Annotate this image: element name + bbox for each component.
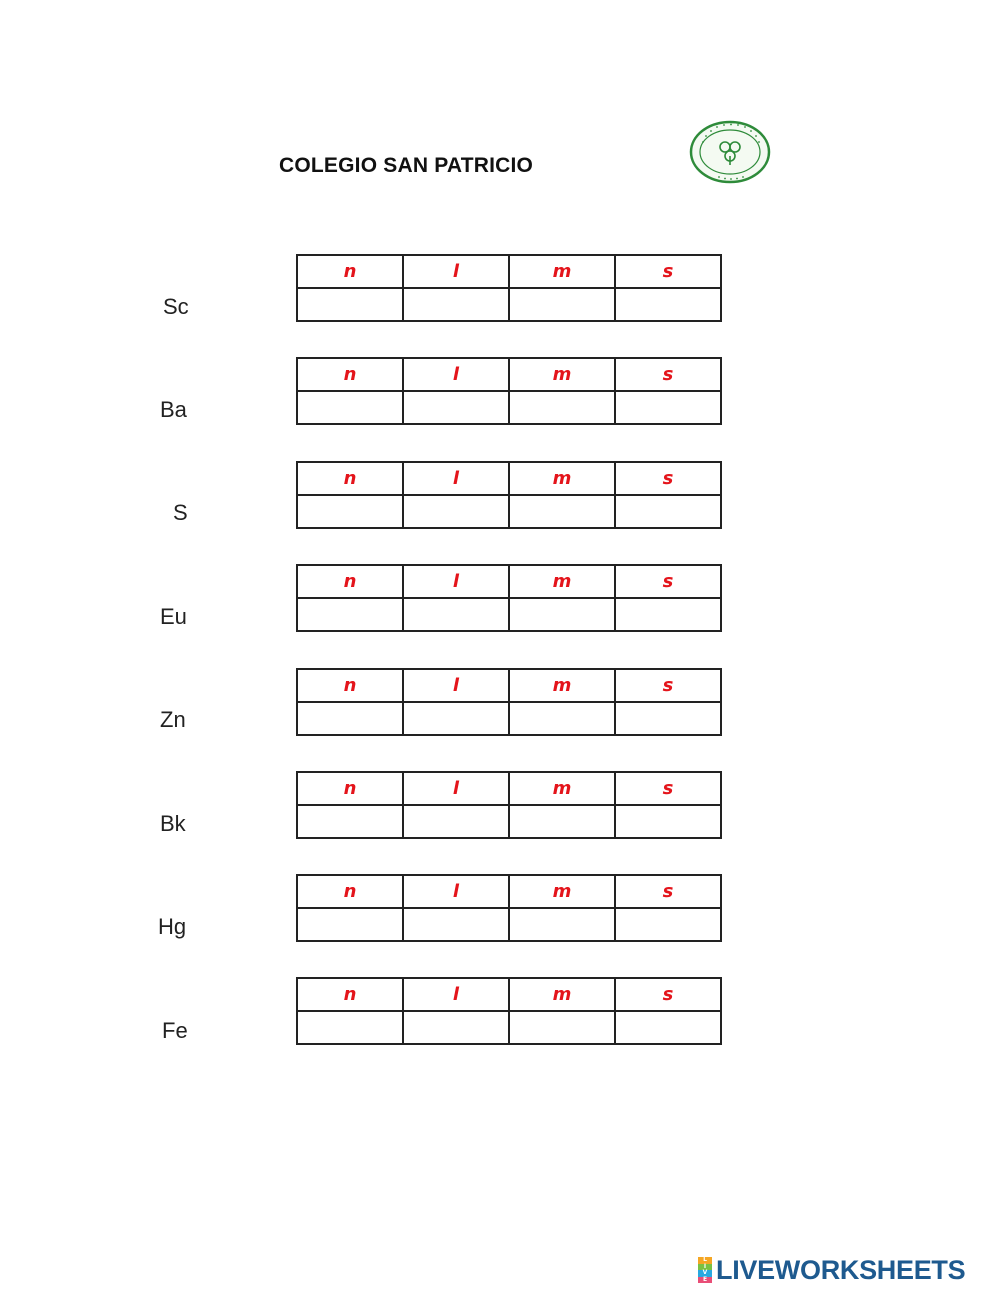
header-s: s	[615, 255, 721, 288]
header-m: m	[509, 565, 615, 598]
liveworksheets-brand	[698, 1256, 965, 1284]
answer-l-cell[interactable]	[403, 288, 509, 321]
answer-s-cell[interactable]	[615, 598, 721, 631]
answer-l-cell[interactable]	[403, 702, 509, 735]
header-l: l	[403, 669, 509, 702]
answer-l-cell[interactable]	[403, 598, 509, 631]
logo-letter-i: I	[698, 1264, 712, 1271]
answer-m-cell[interactable]	[509, 702, 615, 735]
header-m: m	[509, 978, 615, 1011]
answer-n-cell[interactable]	[297, 288, 403, 321]
answer-n-cell[interactable]	[297, 908, 403, 941]
answer-m-cell[interactable]	[509, 598, 615, 631]
quantum-numbers-table-bk	[296, 771, 722, 839]
header-l: l	[403, 565, 509, 598]
table-header-row	[297, 875, 721, 908]
answer-s-cell[interactable]	[615, 495, 721, 528]
element-symbol-zn: Zn	[160, 707, 186, 732]
header-l: l	[403, 358, 509, 391]
answer-n-cell[interactable]	[297, 1011, 403, 1044]
answer-l-cell[interactable]	[403, 908, 509, 941]
page-title: COLEGIO SAN PATRICIO	[279, 154, 534, 177]
answer-n-cell[interactable]	[297, 805, 403, 838]
header-l: l	[403, 875, 509, 908]
answer-m-cell[interactable]	[509, 288, 615, 321]
logo-letter-e: E	[698, 1277, 712, 1284]
header-s: s	[615, 358, 721, 391]
answer-n-cell[interactable]	[297, 495, 403, 528]
header-m: m	[509, 875, 615, 908]
liveworksheets-logo-icon	[698, 1257, 712, 1283]
header-m: m	[509, 669, 615, 702]
header-l: l	[403, 978, 509, 1011]
answer-s-cell[interactable]	[615, 702, 721, 735]
answer-n-cell[interactable]	[297, 598, 403, 631]
header-n: n	[297, 462, 403, 495]
brand-name: LIVEWORKSHEETS	[716, 1254, 966, 1285]
school-seal-logo	[689, 120, 771, 184]
table-header-row	[297, 669, 721, 702]
table-header-row	[297, 565, 721, 598]
answer-row	[297, 908, 721, 941]
header-n: n	[297, 358, 403, 391]
table-header-row	[297, 358, 721, 391]
logo-letter-l: L	[698, 1257, 712, 1264]
element-symbol-sc: Sc	[163, 294, 189, 319]
table-header-row	[297, 978, 721, 1011]
quantum-numbers-table-hg	[296, 874, 722, 942]
table-header-row	[297, 255, 721, 288]
quantum-numbers-table-ba	[296, 357, 722, 425]
header-s: s	[615, 462, 721, 495]
quantum-numbers-table-eu	[296, 564, 722, 632]
header-l: l	[403, 255, 509, 288]
header-m: m	[509, 255, 615, 288]
table-header-row	[297, 772, 721, 805]
quantum-numbers-table-sc	[296, 254, 722, 322]
quantum-numbers-table-fe	[296, 977, 722, 1045]
header-n: n	[297, 978, 403, 1011]
header-n: n	[297, 565, 403, 598]
answer-row	[297, 391, 721, 424]
answer-l-cell[interactable]	[403, 495, 509, 528]
header-s: s	[615, 669, 721, 702]
answer-row	[297, 805, 721, 838]
answer-row	[297, 495, 721, 528]
answer-row	[297, 288, 721, 321]
answer-s-cell[interactable]	[615, 805, 721, 838]
answer-m-cell[interactable]	[509, 805, 615, 838]
element-symbol-s: S	[173, 500, 188, 525]
answer-row	[297, 598, 721, 631]
header-n: n	[297, 255, 403, 288]
answer-row	[297, 702, 721, 735]
element-symbol-hg: Hg	[158, 914, 187, 939]
answer-l-cell[interactable]	[403, 805, 509, 838]
header-n: n	[297, 875, 403, 908]
table-header-row	[297, 462, 721, 495]
answer-s-cell[interactable]	[615, 391, 721, 424]
answer-l-cell[interactable]	[403, 391, 509, 424]
element-symbol-eu: Eu	[160, 604, 187, 629]
answer-n-cell[interactable]	[297, 391, 403, 424]
header-l: l	[403, 772, 509, 805]
answer-s-cell[interactable]	[615, 908, 721, 941]
element-symbol-ba: Ba	[160, 397, 187, 422]
header-s: s	[615, 978, 721, 1011]
header-s: s	[615, 565, 721, 598]
header-s: s	[615, 875, 721, 908]
quantum-numbers-table-zn	[296, 668, 722, 736]
header-n: n	[297, 669, 403, 702]
header-m: m	[509, 462, 615, 495]
answer-m-cell[interactable]	[509, 908, 615, 941]
header-m: m	[509, 772, 615, 805]
answer-m-cell[interactable]	[509, 391, 615, 424]
quantum-numbers-table-s	[296, 461, 722, 529]
answer-l-cell[interactable]	[403, 1011, 509, 1044]
answer-s-cell[interactable]	[615, 288, 721, 321]
header-n: n	[297, 772, 403, 805]
answer-s-cell[interactable]	[615, 1011, 721, 1044]
answer-m-cell[interactable]	[509, 495, 615, 528]
element-symbol-fe: Fe	[162, 1018, 188, 1043]
header-m: m	[509, 358, 615, 391]
logo-letter-v: V	[698, 1270, 712, 1277]
header-s: s	[615, 772, 721, 805]
element-symbol-bk: Bk	[160, 811, 186, 836]
answer-row	[297, 1011, 721, 1044]
header-l: l	[403, 462, 509, 495]
answer-n-cell[interactable]	[297, 702, 403, 735]
answer-m-cell[interactable]	[509, 1011, 615, 1044]
